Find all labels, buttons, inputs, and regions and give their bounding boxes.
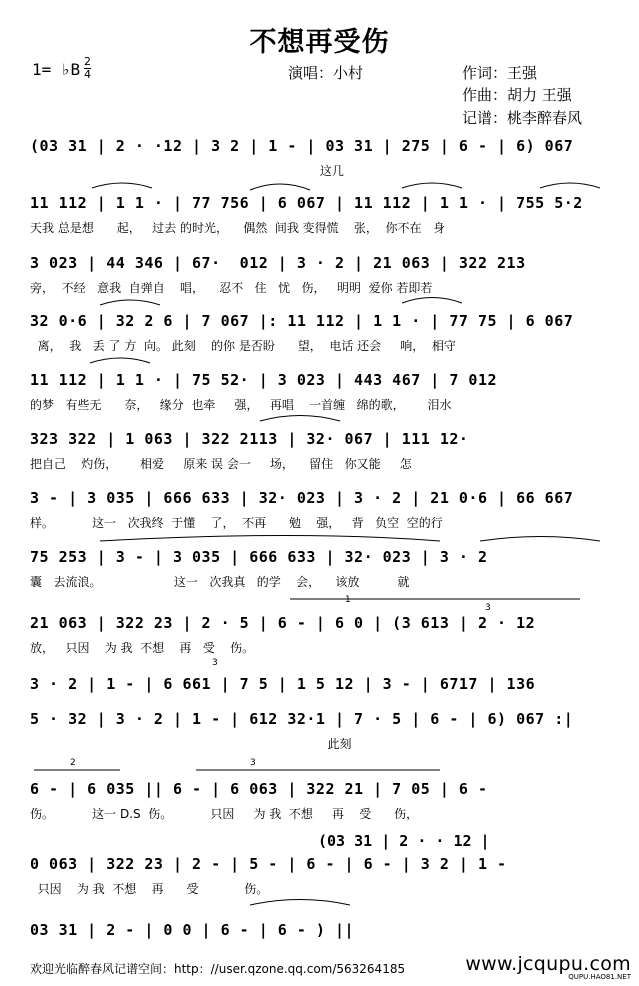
notation-row: 32 0·6 | 32 2 6 | 7 067 |: 11 112 | 1 1 · | 77 75 | 6 067 (30, 312, 574, 330)
notation-row: 0 063 | 322 23 | 2 - | 5 - | 6 - | 6 - | 3 2 | 1 - (30, 855, 507, 873)
slur-arc (250, 900, 350, 906)
song-title: 不想再受伤 (249, 27, 390, 58)
slur-arc (100, 536, 440, 542)
notation-row: 03 31 | 2 - | 0 0 | 6 - | 6 - ) || (30, 921, 355, 939)
triplet-mark: 3 (212, 658, 218, 668)
transcriber: 记谱：桃李醉春风 (462, 109, 583, 127)
slur-arc (402, 298, 462, 304)
slur-arc (250, 184, 310, 190)
composer: 作曲：胡力 王强 (462, 86, 572, 104)
lyric-row: 此刻 (30, 737, 352, 751)
notation-row: 323 322 | 1 063 | 322 2113 | 32· 067 | 111 12· (30, 430, 469, 448)
slur-arc (90, 358, 150, 363)
slur-arc (402, 183, 462, 188)
lyric-row: 的梦 有些无 奈， 缘分 也牵 强， 再唱 一首缠 绵的歌， 泪水 (30, 398, 452, 412)
singer: 演唱：小村 (288, 64, 364, 82)
notation-row: (03 31 | 2 · ·12 | 3 2 | 1 - | 03 31 | 275 | 6 - | 6) 067 (30, 137, 574, 155)
footer-text: 欢迎光临醉春风记谱空间：http：//user.qzone.qq.com/563264185 (30, 962, 406, 976)
brand-logo: www.jcqupu.com (465, 953, 631, 975)
slur-arc (260, 416, 340, 422)
lyric-row: 天我 总是想 起， 过去 的时光， 偶然 间我 变得慌 张， 你不在 身 (30, 221, 445, 235)
slur-arc (480, 537, 600, 542)
notation-row: 11 112 | 1 1 · | 77 756 | 6 067 | 11 112 | 1 1 · | 755 5·2 (30, 194, 583, 212)
triplet-mark: 3 (485, 603, 491, 613)
lyric-row: 旁， 不经 意我 自弹自 唱， 忍不 住 忧 伤， 明明 爱你 若即若 (30, 281, 433, 295)
time-signature-bottom: 4 (84, 68, 91, 81)
time-signature-top: 2 (84, 55, 91, 68)
notation-row: 3 · 2 | 1 - | 6 661 | 7 5 | 1 5 12 | 3 - | 6717 | 136 (30, 675, 536, 693)
notation-row: 3 - | 3 035 | 666 633 | 32· 023 | 3 · 2 | 21 0·6 | 66 667 (30, 489, 574, 507)
lyric-row: 样。 这一 次我终 于懂 了， 不再 勉 强， 背 负空 空的行 (30, 516, 443, 530)
lyric-row: 伤。 这一 D.S 伤。 只因 为 我 不想 再 受 伤， (30, 807, 419, 821)
slur-arc (540, 183, 600, 188)
notation-row: 6 - | 6 035 || 6 - | 6 063 | 322 21 | 7 05 | 6 - (30, 780, 488, 798)
lyric-row: 把自己 灼伤， 相爱 原来 误 会一 场， 留住 你又能 怎 (30, 457, 412, 471)
notation-row: 3 023 | 44 346 | 67· 012 | 3 · 2 | 21 063 | 322 213 (30, 254, 526, 272)
lyric-row: 这几 (30, 164, 344, 178)
notation-row: 5 · 32 | 3 · 2 | 1 - | 612 32·1 | 7 · 5 | 6 - | 6) 067 :| (30, 710, 574, 728)
slur-arc (100, 300, 160, 305)
triplet-mark: 2 (70, 758, 76, 768)
lyric-row: 离， 我 丢 了 方 向。 此刻 的你 是否盼 望， 电话 还会 响， 相守 (30, 339, 456, 353)
lyricist: 作词：王强 (462, 64, 538, 82)
lyric-row: 囊 去流浪。 这一 次我真 的学 会， 该放 就 (30, 575, 410, 589)
triplet-mark: 3 (250, 758, 256, 768)
coda-prefix-notes: (03 31 | 2 · · 12 | (318, 832, 490, 850)
slur-arc (92, 183, 152, 188)
brand-subtext: QUPU.HAO81.NET (568, 973, 631, 981)
notation-row: 75 253 | 3 - | 3 035 | 666 633 | 32· 023 | 3 · 2 (30, 548, 488, 566)
triplet-mark: 1 (345, 595, 351, 605)
lyric-row: 放， 只因 为 我 不想 再 受 伤。 (30, 641, 255, 655)
key-signature: 1= ♭B (32, 60, 81, 79)
lyric-row: 只因 为 我 不想 再 受 伤。 (30, 882, 269, 896)
notation-row: 11 112 | 1 1 · | 75 52· | 3 023 | 443 467 | 7 012 (30, 371, 498, 389)
notation-row: 21 063 | 322 23 | 2 · 5 | 6 - | 6 0 | (3 613 | 2 · 12 (30, 614, 536, 632)
